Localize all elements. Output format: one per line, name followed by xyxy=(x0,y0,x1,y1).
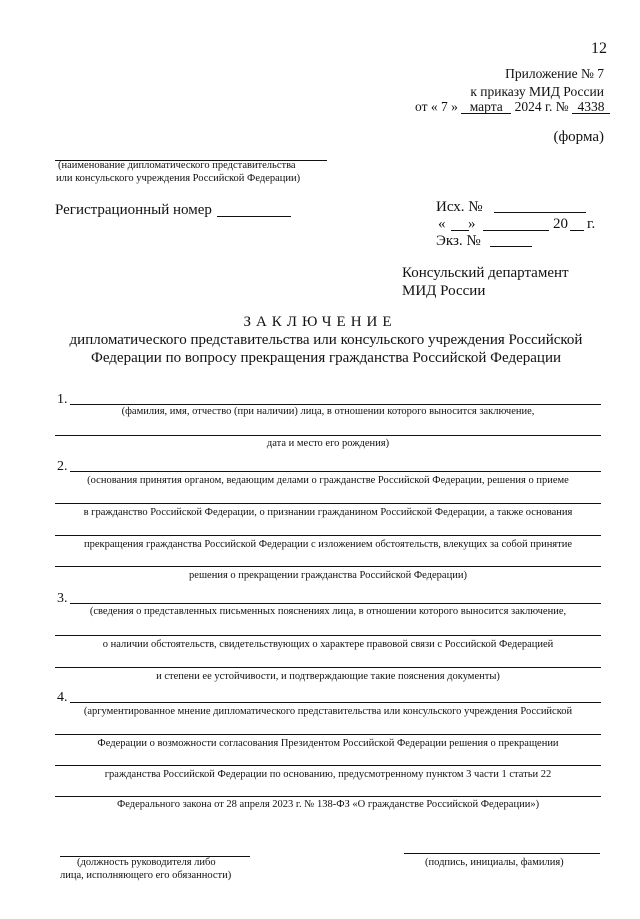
addressee-line-1: Консульский департамент xyxy=(402,265,569,281)
outgoing-date-open: « xyxy=(438,216,446,232)
section-2-line xyxy=(70,471,601,472)
section-2-caption-2: в гражданство Российской Федерации, о признании гражданином Российской Федерации, а также основания xyxy=(83,507,573,518)
outgoing-year-line xyxy=(570,230,584,231)
section-3-caption-2: о наличии обстоятельств, свидетельствующих о характере правовой связи с Российской Федерацией xyxy=(102,639,554,650)
document-subtitle-2: Федерации по вопросу прекращения гражданства Российской Федерации xyxy=(90,350,561,366)
section-1-line xyxy=(55,435,601,436)
section-1-caption-1: (фамилия, имя, отчество (при наличии) лица, в отношении которого выносится заключение, xyxy=(121,406,535,417)
outgoing-year-suffix: г. xyxy=(587,216,596,232)
section-4-line xyxy=(55,734,601,735)
mission-caption-2: или консульского учреждения Российской Федерации) xyxy=(56,173,301,184)
section-2-line xyxy=(55,535,601,536)
outgoing-ref-line xyxy=(494,212,586,213)
outgoing-ref-label: Исх. № xyxy=(436,199,483,215)
position-caption-2: лица, исполняющего его обязанности) xyxy=(60,870,232,881)
section-2-line xyxy=(55,503,601,504)
section-4-line xyxy=(55,796,601,797)
section-2-line xyxy=(55,566,601,567)
section-3-line xyxy=(55,667,601,668)
section-3-caption-3: и степени ее устойчивости, и подтверждающие такие пояснения документы) xyxy=(156,671,500,682)
page-number: 12 xyxy=(591,40,607,57)
mission-caption-1: (наименование дипломатического представительства xyxy=(58,160,296,171)
outgoing-date-close: » xyxy=(468,216,476,232)
registration-number-label: Регистрационный номер xyxy=(55,202,212,218)
section-4-line xyxy=(70,702,601,703)
document-subtitle-1: дипломатического представительства или консульского учреждения Российской xyxy=(69,332,583,348)
section-2-caption-3: прекращения гражданства Российской Федерации с изложением обстоятельств, влекущих за собой принятие xyxy=(83,539,573,550)
section-4-caption-4: Федерального закона от 28 апреля 2023 г. № 138-ФЗ «О гражданстве Российской Федерации») xyxy=(116,799,540,810)
appendix-order-number: 4338 xyxy=(572,100,610,114)
section-3-line xyxy=(70,603,601,604)
section-1-line xyxy=(70,404,601,405)
appendix-order-ref: к приказу МИД России xyxy=(470,84,604,99)
section-4-caption-3: гражданства Российской Федерации по основанию, предусмотренному пунктом 3 части 1 статьи 22 xyxy=(104,769,552,780)
outgoing-day-line xyxy=(451,230,469,231)
appendix-year: 2024 г. № xyxy=(514,99,569,114)
document-title: ЗАКЛЮЧЕНИЕ xyxy=(243,314,397,330)
addressee-line-2: МИД России xyxy=(402,283,486,299)
section-2-caption-4: решения о прекращении гражданства Российской Федерации) xyxy=(189,570,467,581)
section-3-caption-1: (сведения о представленных письменных пояснениях лица, в отношении которого выносится заключение, xyxy=(89,606,567,617)
registration-number-line xyxy=(217,216,291,217)
copy-number-label: Экз. № xyxy=(436,233,481,249)
section-4-number: 4. xyxy=(57,690,68,705)
section-2-number: 2. xyxy=(57,459,68,474)
signature-line xyxy=(404,853,600,854)
section-1-number: 1. xyxy=(57,392,68,407)
section-4-caption-1: (аргументированное мнение дипломатического представительства или консульского учреждения Российской xyxy=(83,706,573,717)
section-4-line xyxy=(55,765,601,766)
form-label: (форма) xyxy=(553,129,604,145)
appendix-title: Приложение № 7 xyxy=(505,66,604,81)
section-1-caption-2: дата и место его рождения) xyxy=(266,438,390,449)
position-caption-1: (должность руководителя либо xyxy=(77,857,216,868)
appendix-month: марта xyxy=(461,100,511,114)
section-3-line xyxy=(55,635,601,636)
section-4-caption-2: Федерации о возможности согласования Президентом Российской Федерации решения о прекращении xyxy=(97,738,559,749)
section-2-caption-1: (основания принятия органом, ведающим делами о гражданстве Российской Федерации, решения о приеме xyxy=(87,475,569,486)
section-3-number: 3. xyxy=(57,591,68,606)
appendix-date-line xyxy=(415,99,610,115)
signature-caption: (подпись, инициалы, фамилия) xyxy=(425,857,564,868)
copy-number-line xyxy=(490,246,532,247)
appendix-date-prefix: от « 7 » xyxy=(415,99,458,114)
outgoing-month-line xyxy=(483,230,549,231)
outgoing-year-prefix: 20 xyxy=(553,216,568,232)
